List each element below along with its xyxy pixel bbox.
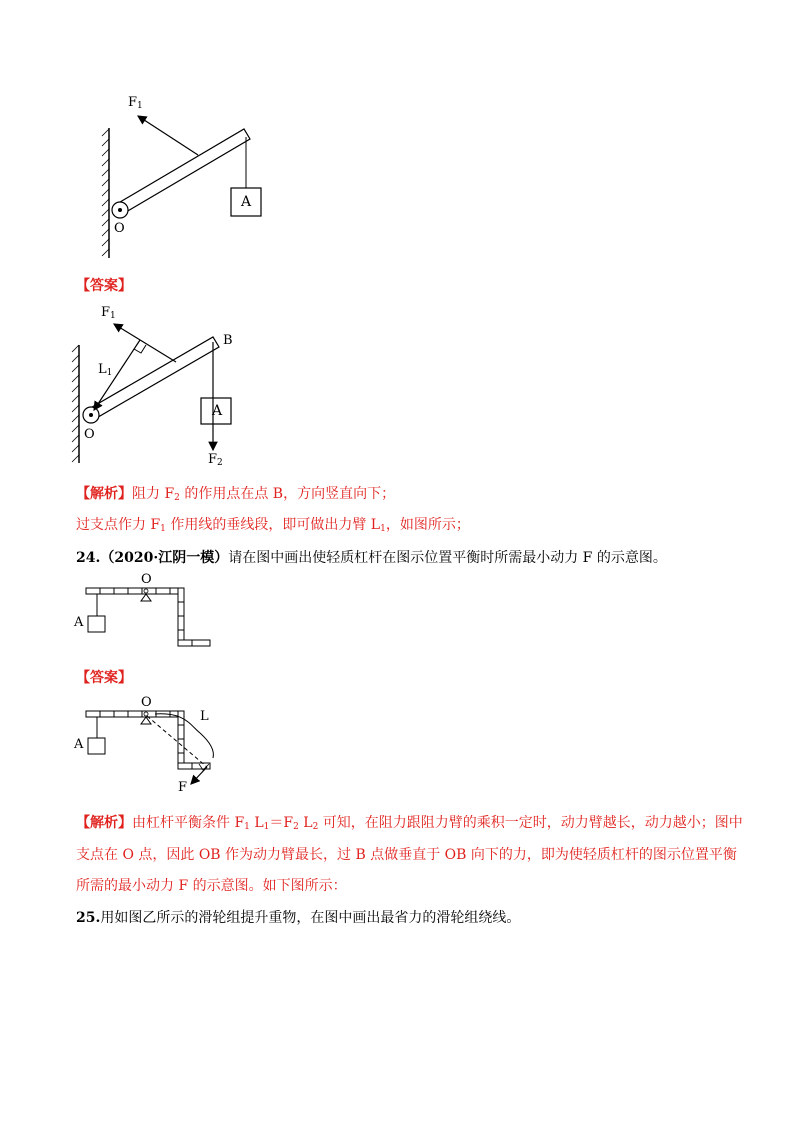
lever-arm-ob-dashed (147, 716, 207, 767)
label-a-3: A (74, 615, 84, 630)
label-f: F (178, 780, 188, 795)
answer-label: 【答案】 (76, 278, 132, 294)
label-o: O (114, 221, 125, 236)
label-f1-2: $F_1$ (101, 305, 116, 321)
label-l1: $L_1$ (98, 362, 113, 378)
answer-label-2: 【答案】 (76, 670, 132, 686)
analysis-1-line-1: 【解析】阻力 $F_2$ 的作用点在点 B，方向竖直向下； (76, 486, 396, 503)
analysis-2-line-1: 【解析】由杠杆平衡条件 $F_1$ $L_1=F_2$ $L_2$ 可知，在阻力跟阻力臂的乘积一定时，动力臂越长，动力越小；图中 (76, 815, 743, 832)
label-f2: $F_2$ (208, 452, 223, 468)
label-o-4: O (141, 695, 152, 710)
label-l: L (200, 709, 209, 724)
label-f1: $F_1$ (128, 95, 143, 111)
question-24: 24.（2020·江阴一模）请在图中画出使轻质杠杆在图示位置平衡时所需最小动力 F 的示意图。 (76, 550, 667, 566)
weight-a-4 (88, 738, 105, 754)
analysis-1-line-2: 过支点作力 $F_1$ 作用线的垂线段，即可做出力臂 $L_1$，如图所示； (76, 517, 470, 534)
label-a-4: A (74, 737, 84, 752)
label-a-2: A (212, 403, 223, 419)
analysis-2-line-2: 支点在 O 点，因此 OB 作为动力臂最长，过 B 点做垂直于 OB 向下的力，即为使轻质杠杆的图示位置平衡 (76, 847, 737, 863)
label-a: A (241, 194, 252, 210)
label-o-2: O (84, 427, 95, 442)
analysis-2-line-3: 所需的最小动力 F 的示意图。如下图所示： (76, 878, 347, 894)
question-25: 25.用如图乙所示的滑轮组提升重物，在图中画出最省力的滑轮组绕线。 (76, 910, 521, 926)
label-b: B (223, 333, 233, 348)
force-f-arrow (191, 767, 207, 784)
label-o-3: O (141, 572, 152, 587)
